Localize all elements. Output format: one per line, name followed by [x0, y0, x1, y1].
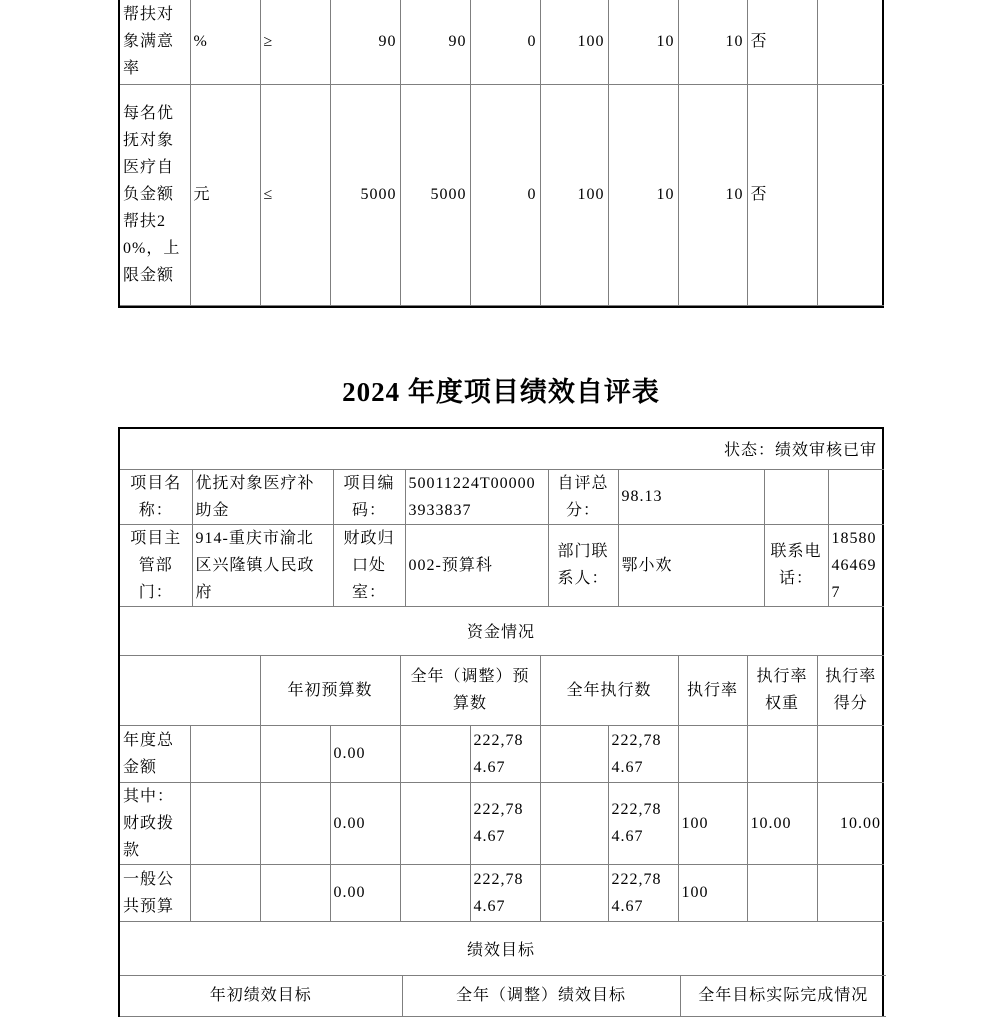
executed-amount-value: 222,784.67: [608, 725, 678, 782]
department-label: 项目主管部门：: [120, 524, 192, 606]
empty-cell: [260, 782, 330, 864]
goals-header-row: [120, 975, 886, 1016]
indicator-table: [120, 0, 884, 306]
page-title: 2024 年度项目绩效自评表: [342, 376, 660, 407]
empty-cell: [540, 864, 608, 921]
rate-weight-header: 执行率权重: [747, 655, 817, 725]
empty-cell: [828, 469, 884, 524]
rate-cell: 100: [540, 0, 608, 84]
project-name-value: 优抚对象医疗补助金: [192, 469, 333, 524]
rate-score-value: 10.00: [817, 782, 884, 864]
adjusted-budget-value: 222,784.67: [470, 864, 540, 921]
execution-rate-header: 执行率: [678, 655, 747, 725]
empty-cell: [400, 782, 470, 864]
initial-budget-value: 0.00: [330, 725, 400, 782]
self-score-label: 自评总分：: [548, 469, 618, 524]
row-label: 其中：财政拨款: [120, 782, 190, 864]
adjusted-budget-value: 222,784.67: [470, 725, 540, 782]
actual-value-cell: 5000: [400, 84, 470, 305]
project-info-table: [120, 469, 884, 607]
initial-budget-value: 0.00: [330, 782, 400, 864]
rate-weight-value: [747, 725, 817, 782]
empty-cell: [260, 725, 330, 782]
table-row: [120, 524, 884, 606]
adjusted-budget-header: 全年（调整）预算数: [400, 655, 540, 725]
execution-rate-value: 100: [678, 782, 747, 864]
deviation-cell: 0: [470, 0, 540, 84]
empty-cell: [400, 725, 470, 782]
self-score-value: 98.13: [618, 469, 764, 524]
flag-cell: 否: [747, 0, 817, 84]
comparator-cell: ≤: [260, 84, 330, 305]
score-cell: 10: [678, 0, 747, 84]
adjusted-goal-header: 全年（调整）绩效目标: [402, 975, 680, 1016]
empty-cell: [817, 0, 884, 84]
empty-cell: [190, 782, 260, 864]
rate-score-header: 执行率得分: [817, 655, 884, 725]
executed-amount-value: 222,784.67: [608, 782, 678, 864]
table-row: [120, 782, 884, 864]
funding-table: [120, 655, 884, 922]
weight-cell: 10: [608, 0, 678, 84]
goals-section-title: 绩效目标: [466, 941, 535, 959]
row-label: 年度总金额: [120, 725, 190, 782]
indicator-name-cell: 帮扶对象满意率: [120, 0, 190, 84]
executed-amount-header: 全年执行数: [540, 655, 678, 725]
phone-value: 18580464697: [828, 524, 884, 606]
indicator-table-section: [118, 0, 884, 308]
contact-person-value: 鄂小欢: [618, 524, 764, 606]
rate-weight-value: [747, 864, 817, 921]
phone-label: 联系电话：: [764, 524, 828, 606]
goals-table: [120, 975, 886, 1017]
comparator-cell: ≥: [260, 0, 330, 84]
empty-cell: [190, 725, 260, 782]
fiscal-office-value: 002-预算科: [405, 524, 548, 606]
empty-cell: [764, 469, 828, 524]
table-row: [120, 84, 884, 305]
table-row: [120, 725, 884, 782]
target-value-cell: 90: [330, 0, 400, 84]
funding-section-title: 资金情况: [466, 624, 535, 641]
target-value-cell: 5000: [330, 84, 400, 305]
score-cell: 10: [678, 84, 747, 305]
table-row: [120, 469, 884, 524]
contact-person-label: 部门联系人：: [548, 524, 618, 606]
rate-cell: 100: [540, 84, 608, 305]
empty-header-cell: [120, 655, 260, 725]
table-row: [120, 0, 884, 84]
table-row: [120, 864, 884, 921]
unit-cell: %: [190, 0, 260, 84]
executed-amount-value: 222,784.67: [608, 864, 678, 921]
weight-cell: 10: [608, 84, 678, 305]
unit-cell: 元: [190, 84, 260, 305]
execution-rate-value: 100: [678, 864, 747, 921]
status-text: 状态：绩效审核已审: [723, 442, 877, 459]
empty-cell: [190, 864, 260, 921]
adjusted-budget-value: 222,784.67: [470, 782, 540, 864]
execution-rate-value: [678, 725, 747, 782]
initial-budget-header: 年初预算数: [260, 655, 400, 725]
rate-score-value: [817, 864, 884, 921]
empty-cell: [540, 782, 608, 864]
fiscal-office-label: 财政归口处室：: [333, 524, 405, 606]
funding-header-row: [120, 655, 884, 725]
empty-cell: [817, 84, 884, 305]
flag-cell: 否: [747, 84, 817, 305]
department-value: 914-重庆市渝北区兴隆镇人民政府: [192, 524, 333, 606]
initial-budget-value: 0.00: [330, 864, 400, 921]
empty-cell: [400, 864, 470, 921]
self-evaluation-table-section: [118, 427, 884, 1017]
rate-weight-value: 10.00: [747, 782, 817, 864]
project-name-label: 项目名称：: [120, 469, 192, 524]
empty-cell: [540, 725, 608, 782]
indicator-name-cell: 每名优抚对象医疗自负金额帮扶20%，上限金额: [120, 84, 190, 305]
deviation-cell: 0: [470, 84, 540, 305]
project-code-value: 50011224T000003933837: [405, 469, 548, 524]
actual-completion-header: 全年目标实际完成情况: [680, 975, 886, 1016]
initial-goal-header: 年初绩效目标: [120, 975, 402, 1016]
empty-cell: [260, 864, 330, 921]
row-label: 一般公共预算: [120, 864, 190, 921]
actual-value-cell: 90: [400, 0, 470, 84]
rate-score-value: [817, 725, 884, 782]
project-code-label: 项目编码：: [333, 469, 405, 524]
